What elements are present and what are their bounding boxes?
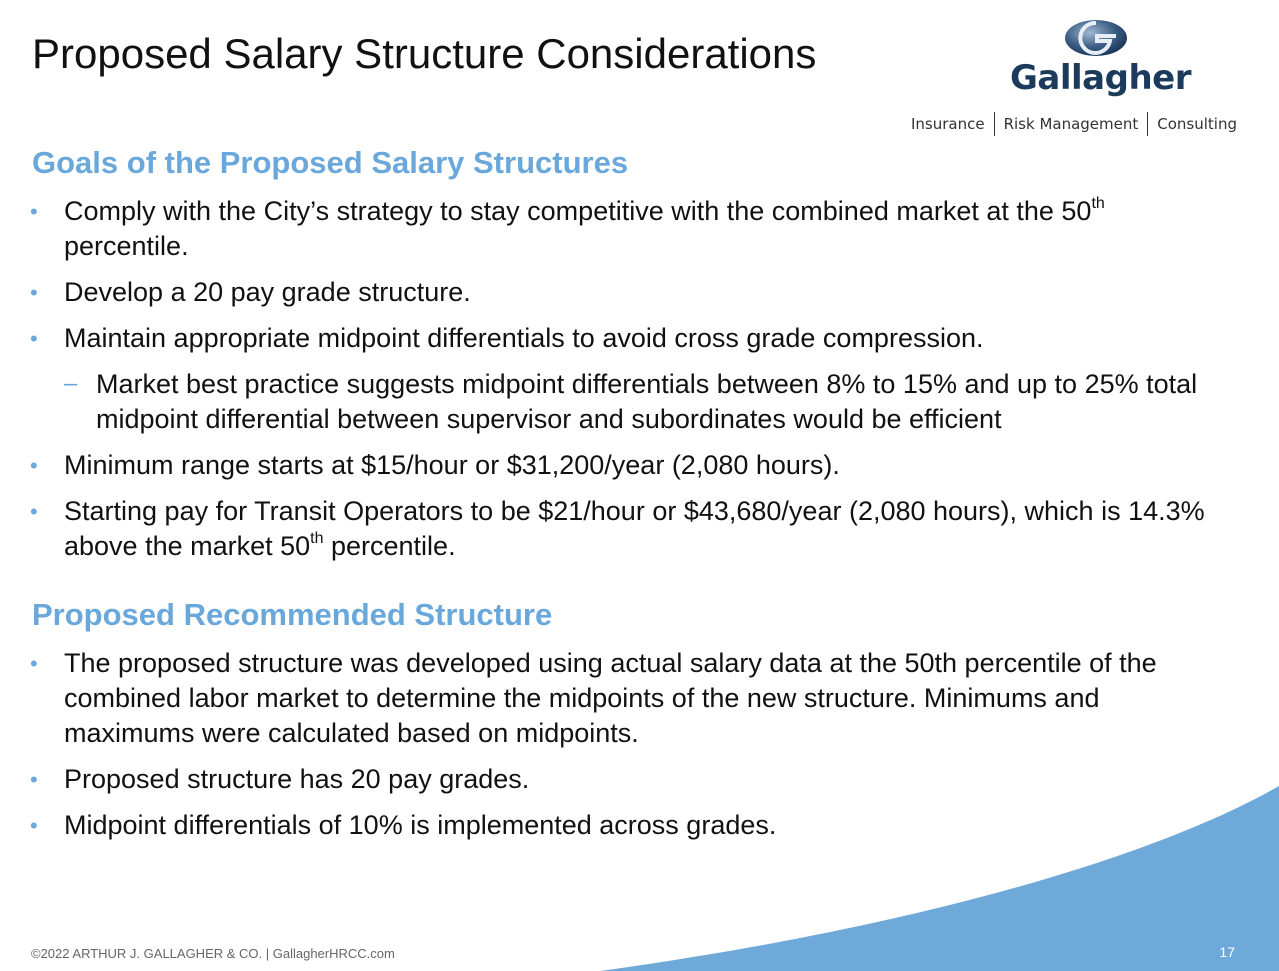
structure-list: [0, 646, 1260, 854]
page-number: 17: [1219, 944, 1235, 960]
dash-icon: –: [64, 370, 78, 397]
service-consulting: Consulting: [1147, 112, 1237, 136]
list-item: • Comply with the City’s strategy to stay competitive with the combined market at the 50th percentile.: [30, 195, 1105, 261]
logo-wordmark: Gallagher: [1010, 58, 1191, 98]
list-item: • Minimum range starts at $15/hour or $31,200/year (2,080 hours).: [0, 448, 1260, 483]
list-item: • Maintain appropriate midpoint differentials to avoid cross grade compression.: [0, 321, 1260, 356]
copyright-footer: ©2022 ARTHUR J. GALLAGHER & CO. | GallagherHRCC.com: [31, 946, 395, 961]
section-heading-goals: Goals of the Proposed Salary Structures: [32, 145, 629, 180]
gallagher-logo: [1005, 18, 1191, 103]
bullet-icon: •: [30, 453, 38, 478]
list-item: • The proposed structure was developed using actual salary data at the 50th percentile of the combined labor market to determine the midpoints of the new structure. Minimums and maximums were calculated based on midpoints.: [30, 648, 1157, 748]
list-item: • Proposed structure has 20 pay grades.: [0, 762, 1260, 797]
bullet-icon: •: [30, 499, 38, 524]
bullet-icon: •: [30, 199, 38, 224]
list-item: • Develop a 20 pay grade structure.: [0, 275, 1260, 310]
section-heading-structure: Proposed Recommended Structure: [32, 597, 553, 632]
bullet-icon: •: [30, 280, 38, 305]
services-tagline: [902, 112, 1237, 136]
list-item: • Starting pay for Transit Operators to be $21/hour or $43,680/year (2,080 hours), which is 14.3% above the market 50th percentile.: [30, 496, 1205, 561]
goals-list: [0, 194, 1260, 575]
bullet-icon: •: [30, 651, 38, 676]
service-insurance: Insurance: [911, 115, 985, 133]
bullet-icon: •: [30, 326, 38, 351]
bullet-icon: •: [30, 813, 38, 838]
bullet-icon: •: [30, 767, 38, 792]
service-risk-management: Risk Management: [994, 112, 1148, 136]
sub-list-item: – Market best practice suggests midpoint differentials between 8% to 15% and up to 25% total midpoint differential between supervisor and subordinates would be efficient: [0, 367, 1260, 437]
list-item: • Midpoint differentials of 10% is implemented across grades.: [0, 808, 1260, 843]
page-title: Proposed Salary Structure Considerations: [32, 30, 817, 77]
globe-icon: [1063, 18, 1129, 58]
